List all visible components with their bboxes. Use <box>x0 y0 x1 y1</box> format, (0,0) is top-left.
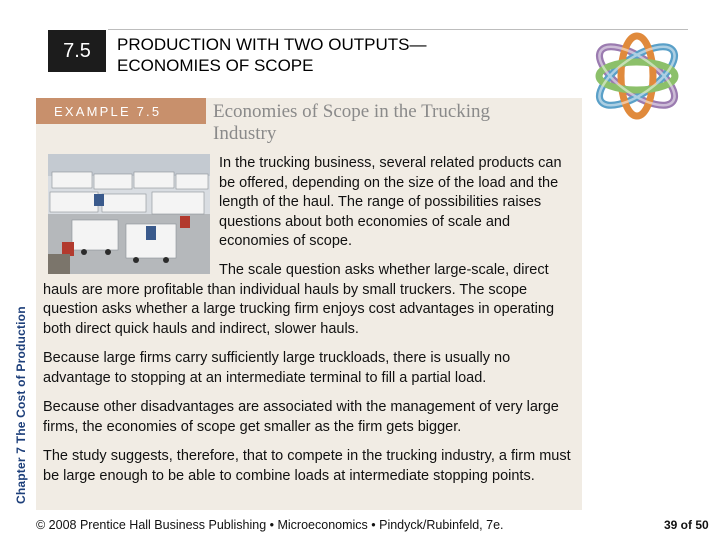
example-title: Economies of Scope in the Trucking Industry <box>213 101 491 144</box>
slide-title-line-2: ECONOMIES OF SCOPE <box>117 56 314 75</box>
section-number-badge <box>48 30 106 72</box>
example-label: EXAMPLE 7.5 <box>54 103 162 119</box>
trucks-parking-lot-photo-icon <box>48 154 210 274</box>
interlocking-rings-logo-icon <box>584 26 690 126</box>
example-label-bar <box>36 98 206 124</box>
page-number: 39 of 50 <box>664 518 709 532</box>
footer-copyright: © 2008 Prentice Hall Business Publishing • Microeconomics • Pindyck/Rubinfeld, 7e. <box>36 518 504 532</box>
paragraph-conclusion: The study suggests, therefore, that to compete in the trucking industry, a firm must be large enough to be able to combine loads at intermediate stopping points. <box>43 448 571 484</box>
slide-title-line-1: PRODUCTION WITH TWO OUTPUTS— <box>117 35 427 54</box>
slide-title <box>117 34 537 76</box>
paragraph-scale-scope: The scale question asks whether large-scale, direct hauls are more profitable than individual hauls by small truckers. The scope question asks whether a large trucking firm enjoys cost advantages in operating both direct quick hauls and indirect, slower hauls. <box>43 262 555 337</box>
section-number: 7.5 <box>63 39 91 62</box>
paragraph-intro: In the trucking business, several related products can be offered, depending on the size of the load and the length of the haul. The range of possibilities raises questions about both economies of scale and economies of scope. <box>219 155 562 249</box>
paragraph-large-firms: Because large firms carry sufficiently large truckloads, there is usually no advantage to stopping at an intermediate terminal to fill a partial load. <box>43 350 511 386</box>
chapter-side-label: Chapter 7 The Cost of Production <box>14 306 28 504</box>
paragraph-disadvantages: Because other disadvantages are associated with the management of very large firms, the economies of scope get smaller as the firm gets bigger. <box>43 399 559 435</box>
